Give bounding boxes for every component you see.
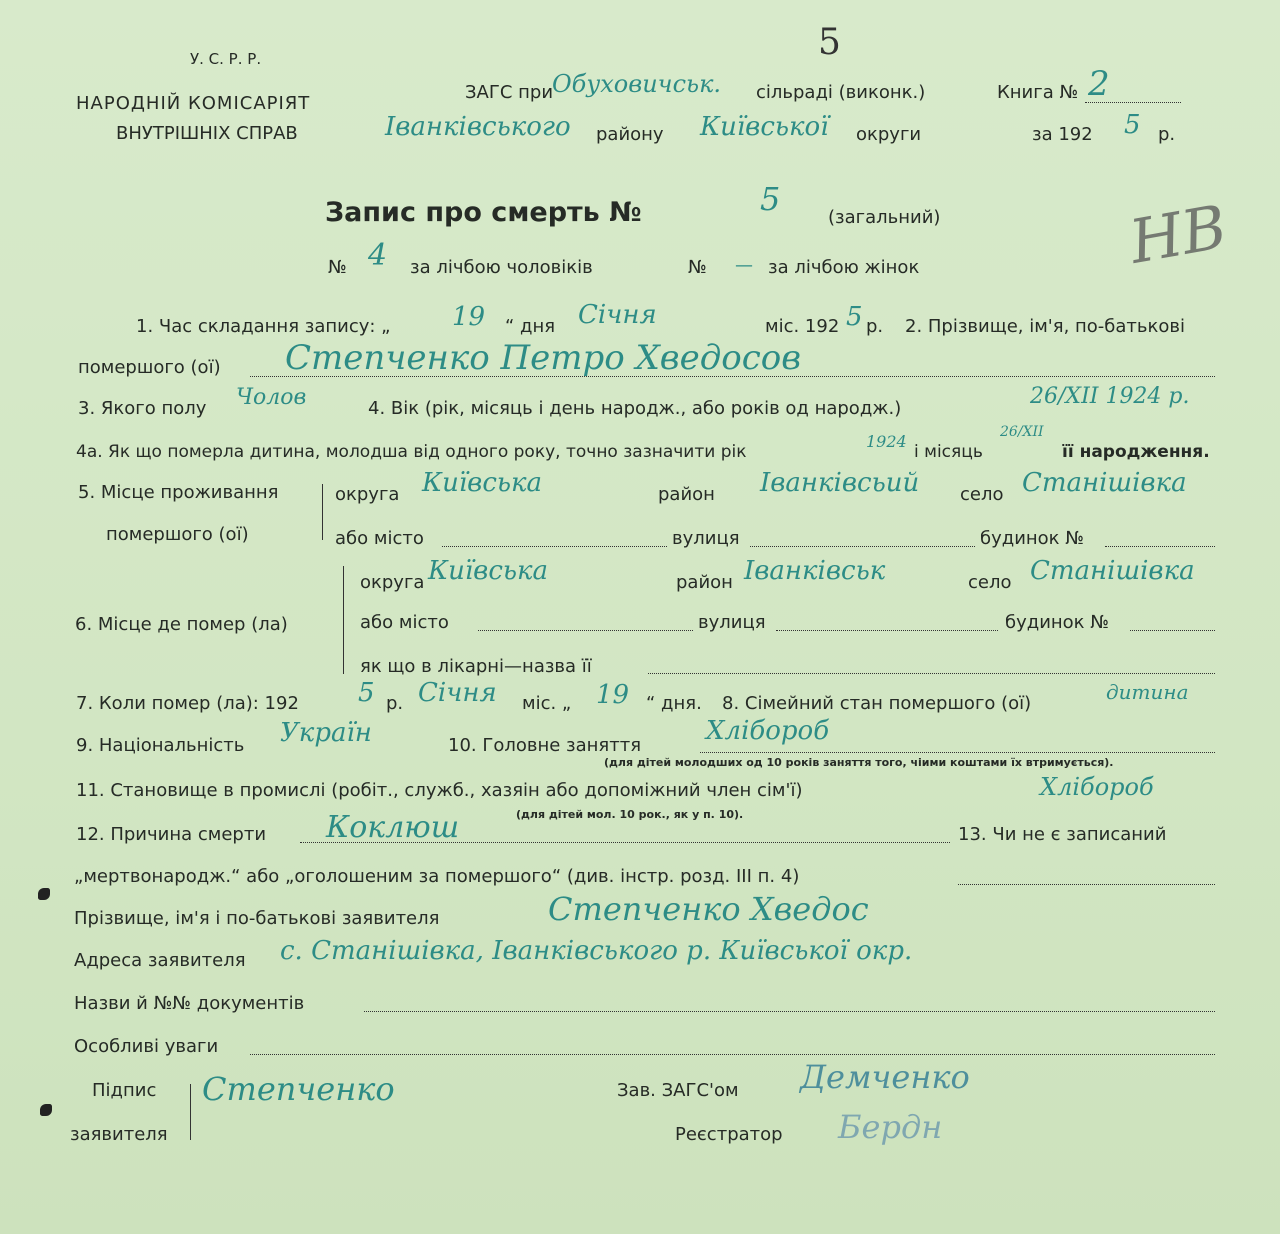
year-label: за 192 — [1032, 124, 1093, 145]
f2-deceased-name: Степченко Петро Хведосов — [285, 338, 802, 378]
f3-sex: Чолов — [236, 385, 307, 410]
fill-line — [442, 546, 667, 547]
registrar-signature: Бердн — [838, 1108, 943, 1146]
f4a-label: 4а. Як що померла дитина, молодша від одного року, точно зазначити рік — [76, 442, 747, 462]
f6-selo-label: село — [968, 572, 1012, 593]
brace — [322, 484, 323, 540]
general-label: (загальний) — [828, 207, 941, 228]
punch-hole — [40, 1104, 52, 1116]
fill-line — [750, 546, 975, 547]
f4a-year: 1924 — [866, 432, 907, 451]
f4a-month: 26/XII — [1000, 424, 1044, 440]
f10-note: (для дітей молодших од 10 років заняття того, чіими коштами їх втримується). — [604, 756, 1114, 769]
registrar-label: Реєстратор — [675, 1124, 783, 1145]
year-value: 5 — [1124, 110, 1141, 140]
f1-year-suffix: р. — [866, 316, 884, 337]
address-label: Адреса заявителя — [74, 950, 246, 971]
f6-budynok-label: будинок № — [1005, 612, 1109, 633]
sign-label1: Підпис — [92, 1080, 157, 1101]
applicant-signature: Степченко — [202, 1070, 395, 1108]
f4-age: 26/XII 1924 р. — [1030, 384, 1190, 409]
f2-label: 2. Прізвище, ім'я, по-батькові — [905, 316, 1186, 337]
f12-cause-of-death: Коклюш — [326, 810, 460, 845]
women-prefix: № — [688, 257, 707, 278]
f9-label: 9. Національність — [76, 735, 245, 756]
f9-nationality: Україн — [280, 718, 372, 748]
f5-rayon: Іванківсьий — [760, 468, 920, 498]
commissariat-line2: ВНУТРІШНІХ СПРАВ — [116, 123, 298, 144]
top-number-mark: 5 — [818, 22, 841, 63]
men-prefix: № — [328, 257, 347, 278]
f4a-month-label: і місяць — [914, 442, 983, 462]
f6-rayon-label: район — [676, 572, 733, 593]
year-suffix: р. — [1158, 124, 1176, 145]
f5-label1: 5. Місце проживання — [78, 482, 279, 503]
f7-label: 7. Коли помер (ла): 192 — [76, 693, 299, 714]
record-title: Запис про смерть № — [325, 197, 642, 228]
f1-day-label: “ дня — [505, 316, 556, 337]
okruha-label: округи — [856, 124, 922, 145]
f8-label: 8. Сімейний стан помершого (ої) — [722, 693, 1032, 714]
f6-okruha-label: округа — [360, 572, 425, 593]
book-label: Книга № — [997, 82, 1079, 103]
sign-label2: заявителя — [70, 1124, 168, 1145]
zags-value: Обуховичськ. — [552, 70, 722, 98]
f5-budynok-label: будинок № — [980, 528, 1084, 549]
f11-position: Хлібороб — [1040, 773, 1154, 801]
f11-label: 11. Становище в промислі (робіт., служб., хазяін або допоміжний член сім'ї) — [76, 780, 803, 801]
f7-month-label: міс. „ — [522, 693, 572, 714]
f6-selo: Станішівка — [1030, 556, 1195, 586]
f13-label2: „мертвонародж.“ або „оголошеним за помершого“ (див. інстр. розд. III п. 4) — [74, 866, 800, 887]
f1-day: 19 — [452, 302, 486, 332]
commissariat-line1: НАРОДНІЙ КОМІСАРІЯТ — [76, 93, 311, 114]
fill-line — [250, 376, 1215, 377]
notes-label: Особливі уваги — [74, 1036, 219, 1057]
f8-marital-status: дитина — [1106, 680, 1189, 704]
f10-occupation: Хлібороб — [706, 716, 830, 746]
book-line — [1085, 102, 1181, 103]
fill-line — [776, 630, 998, 631]
f7-month: Січня — [418, 678, 497, 708]
f7-r: р. — [386, 693, 404, 714]
f6-label: 6. Місце де помер (ла) — [75, 614, 288, 635]
f10-label: 10. Головне заняття — [448, 735, 642, 756]
f7-day: 19 — [596, 680, 630, 710]
f6-rayon: Іванківськ — [744, 556, 886, 586]
brace — [190, 1084, 191, 1140]
f4-label: 4. Вік (рік, місяць і день народж., або років од народж.) — [368, 398, 902, 419]
rayon-value: Іванківського — [385, 112, 571, 142]
fill-line — [648, 673, 1215, 674]
f1-month-label: міс. 192 — [765, 316, 840, 337]
f6-hospital-label: як що в лікарні—назва її — [360, 656, 592, 677]
f1-year: 5 — [846, 302, 863, 332]
men-label: за лічбою чоловіків — [410, 257, 593, 278]
men-count: 4 — [368, 238, 388, 273]
okruha-value: Київської — [700, 112, 829, 142]
f13-label: 13. Чи не є записаний — [958, 824, 1167, 845]
f5-label2: помершого (ої) — [106, 524, 249, 545]
women-label: за лічбою жінок — [768, 257, 920, 278]
brace — [343, 566, 344, 674]
f3-label: 3. Якого полу — [78, 398, 207, 419]
f6-okruha: Київська — [428, 556, 549, 586]
fill-line — [1130, 630, 1215, 631]
head-label: Зав. ЗАГС'ом — [617, 1080, 739, 1101]
book-value: 2 — [1088, 64, 1110, 104]
republic-label: У. С. Р. Р. — [190, 50, 262, 68]
zags-label: ЗАГС при — [465, 82, 554, 103]
f11-note: (для дітей мол. 10 рок., як у п. 10). — [516, 808, 744, 821]
f7-year: 5 — [358, 678, 375, 708]
notes-line — [250, 1054, 1215, 1055]
applicant-name: Степченко Хведос — [548, 890, 869, 928]
f6-vulytsia-label: вулиця — [698, 612, 766, 633]
applicant-address: с. Станішівка, Іванківського р. Київської окр. — [280, 936, 913, 966]
f5-okruha-label: округа — [335, 484, 400, 505]
fill-line — [958, 884, 1215, 885]
f1-month: Січня — [578, 300, 657, 330]
rayon-label: району — [596, 124, 664, 145]
women-count: — — [735, 255, 753, 276]
head-signature: Демченко — [800, 1058, 970, 1096]
f1-label: 1. Час складання запису: „ — [136, 316, 391, 337]
f5-selo-label: село — [960, 484, 1004, 505]
record-number: 5 — [760, 180, 781, 218]
f5-rayon-label: район — [658, 484, 715, 505]
fill-line — [700, 752, 1215, 753]
fill-line — [300, 842, 950, 843]
pencil-initials-mark: НВ — [1124, 192, 1232, 278]
f5-selo: Станішівка — [1022, 468, 1187, 498]
f4a-suffix: її народження. — [1062, 442, 1210, 462]
f5-okruha: Київська — [422, 468, 543, 498]
f7-day-label: “ дня. — [646, 693, 702, 714]
fill-line — [478, 630, 693, 631]
f6-misto-label: або місто — [360, 612, 449, 633]
f5-vulytsia-label: вулиця — [672, 528, 740, 549]
f5-misto-label: або місто — [335, 528, 424, 549]
fill-line — [1105, 546, 1215, 547]
docs-line — [364, 1011, 1215, 1012]
f12-label: 12. Причина смерти — [76, 824, 267, 845]
silrada-label: сільраді (виконк.) — [756, 82, 926, 103]
applicant-label: Прізвище, ім'я і по-батькові заявителя — [74, 908, 440, 929]
docs-label: Назви й №№ документів — [74, 993, 305, 1014]
f2-label2: помершого (ої) — [78, 357, 221, 378]
punch-hole — [38, 888, 50, 900]
